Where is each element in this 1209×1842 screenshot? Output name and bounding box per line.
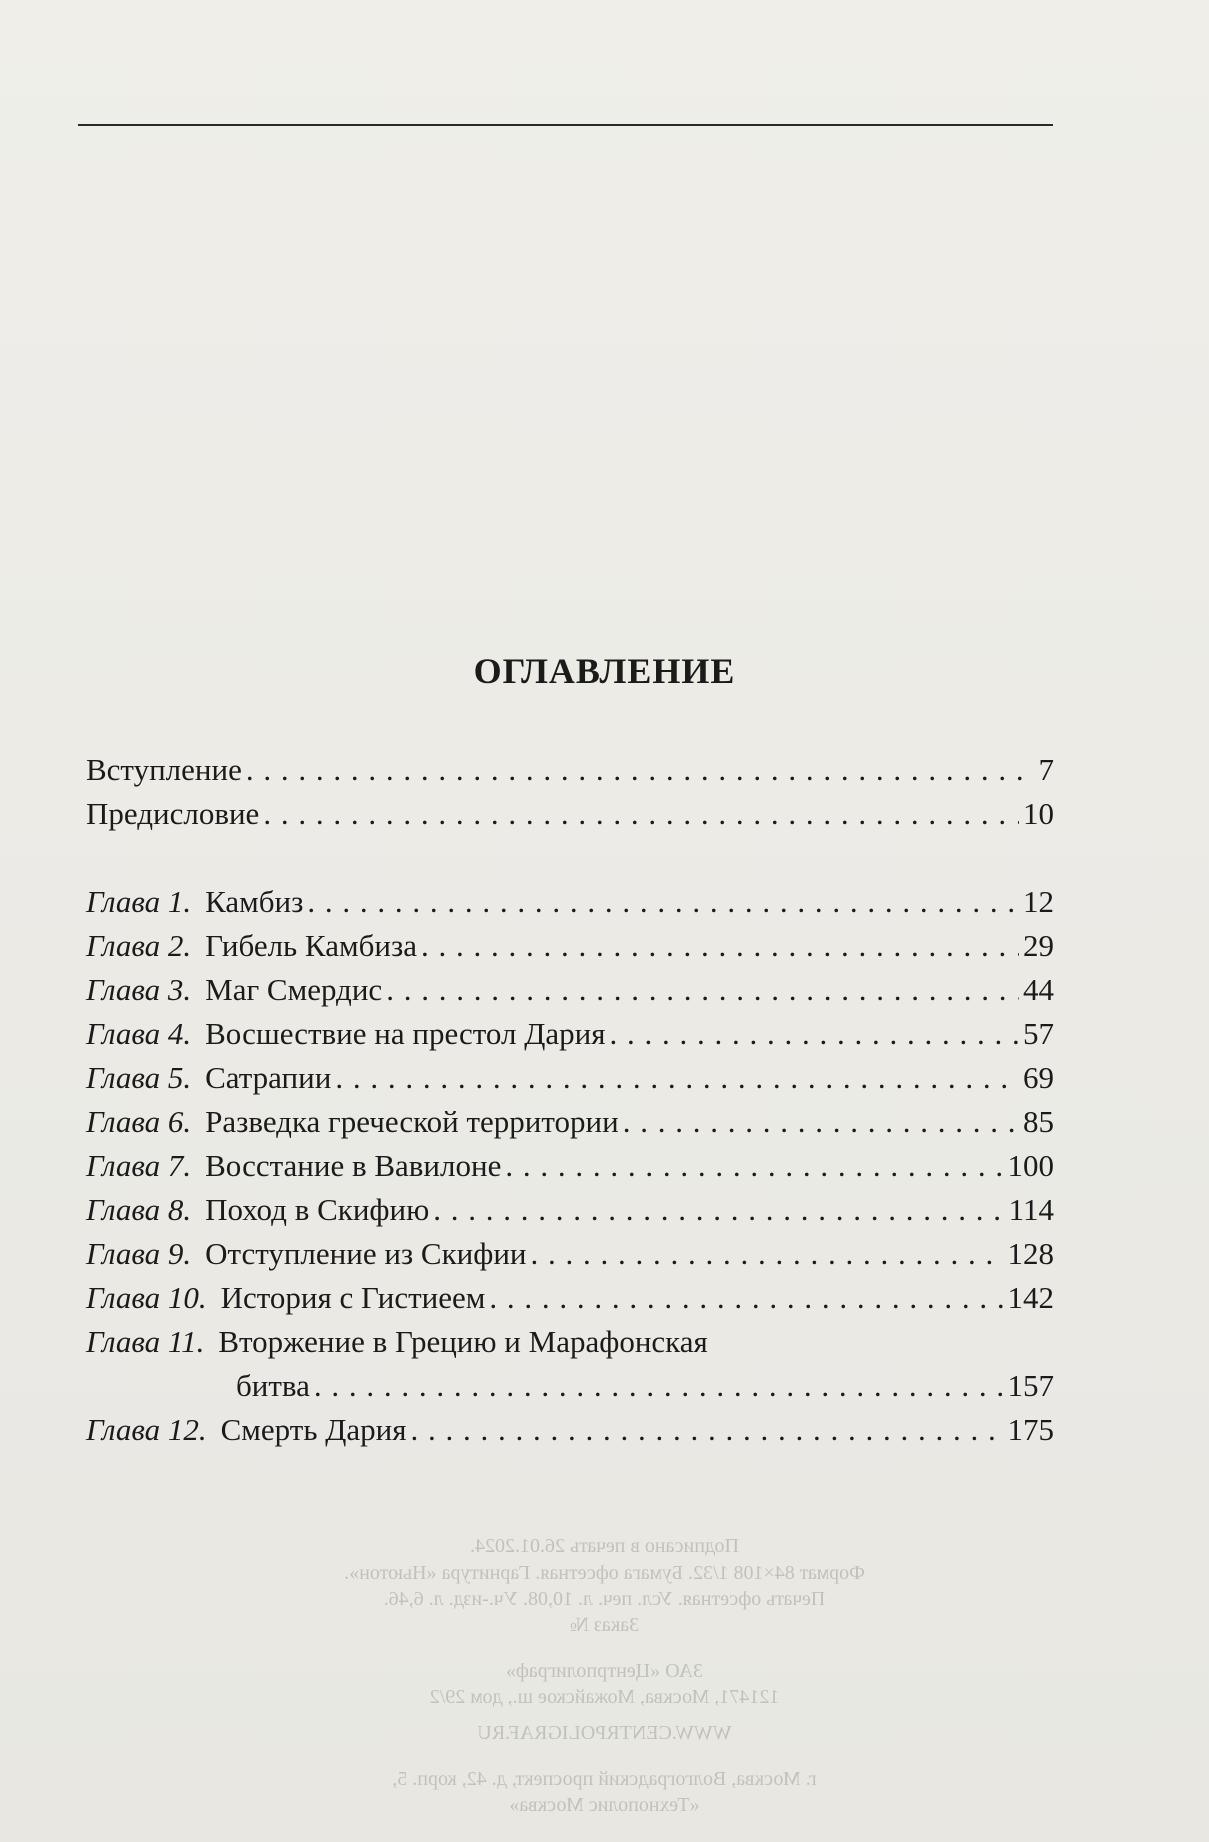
entry-title: Вторжение в Грецию и Марафонская bbox=[218, 1324, 708, 1359]
show-through-line: Печать офсетная. Усл. печ. л. 10,08. Уч.-изд. л. 6,46. bbox=[383, 1588, 826, 1610]
entry-page: 128 bbox=[1007, 1236, 1054, 1271]
entry-title: Гибель Камбиза bbox=[205, 928, 417, 963]
dot-leader bbox=[421, 928, 1019, 964]
entry-title: Маг Смердис bbox=[205, 972, 383, 1007]
show-through-line: WWW.CENTRPOLIGRAF.RU bbox=[477, 1722, 732, 1744]
chapter-label: Глава 7. bbox=[86, 1148, 192, 1183]
chapter-label: Глава 6. bbox=[86, 1104, 192, 1139]
entry-page: 157 bbox=[1007, 1368, 1054, 1403]
entry-page: 57 bbox=[1023, 1016, 1054, 1051]
chapter-label: Глава 4. bbox=[86, 1016, 192, 1051]
chapter-label: Глава 1. bbox=[86, 884, 192, 919]
show-through-line: г. Москва, Волгоградский проспект, д. 42, корп. 5, bbox=[392, 1768, 817, 1790]
toc-entry bbox=[86, 1060, 1054, 1104]
entry-title: Поход в Скифию bbox=[205, 1192, 430, 1227]
entry-page: 175 bbox=[1007, 1412, 1054, 1447]
chapter-label: Глава 9. bbox=[86, 1236, 192, 1271]
show-through-line: Заказ № bbox=[569, 1614, 640, 1636]
chapter-label: Глава 8. bbox=[86, 1192, 192, 1227]
dot-leader bbox=[386, 972, 1019, 1008]
chapter-label: Глава 5. bbox=[86, 1060, 192, 1095]
entry-title: История с Гистиеем bbox=[220, 1280, 486, 1315]
entry-title: Предисловие bbox=[86, 796, 260, 831]
entry-title: Вступление bbox=[86, 752, 242, 787]
chapter-label: Глава 11. bbox=[86, 1324, 205, 1359]
entry-page: 7 bbox=[1038, 752, 1054, 787]
header-rule bbox=[78, 124, 1053, 126]
dot-leader bbox=[314, 1368, 1004, 1404]
toc-entry bbox=[86, 1016, 1054, 1060]
entry-title: Смерть Дария bbox=[220, 1412, 407, 1447]
entry-page: 10 bbox=[1023, 796, 1054, 831]
entry-title: Отступление из Скифии bbox=[205, 1236, 527, 1271]
dot-leader bbox=[246, 752, 1035, 788]
chapter-label: Глава 10. bbox=[86, 1280, 207, 1315]
entry-page: 69 bbox=[1023, 1060, 1054, 1095]
dot-leader bbox=[307, 884, 1019, 920]
toc-entry bbox=[86, 1236, 1054, 1280]
dot-leader bbox=[489, 1280, 1003, 1316]
entry-title: Восшествие на престол Дария bbox=[205, 1016, 606, 1051]
entry-page: 100 bbox=[1007, 1148, 1054, 1183]
dot-leader bbox=[263, 796, 1019, 832]
toc-entry bbox=[86, 752, 1054, 796]
toc-entry bbox=[86, 884, 1054, 928]
dot-leader bbox=[335, 1060, 1019, 1096]
show-through-line: Формат 84×108 1/32. Бумага офсетная. Гарнитура «Ньютон». bbox=[344, 1562, 865, 1584]
entry-page: 85 bbox=[1023, 1104, 1054, 1139]
toc-entry-continuation bbox=[86, 1368, 1054, 1412]
dot-leader bbox=[609, 1016, 1019, 1052]
entry-page: 12 bbox=[1023, 884, 1054, 919]
show-through-line: Подписано в печать 26.01.2024. bbox=[470, 1535, 739, 1557]
entry-title: Камбиз bbox=[205, 884, 304, 919]
toc-entry bbox=[86, 1148, 1054, 1192]
toc-entry bbox=[86, 1192, 1054, 1236]
chapter-label: Глава 3. bbox=[86, 972, 192, 1007]
entry-page: 142 bbox=[1007, 1280, 1054, 1315]
toc-entry bbox=[86, 796, 1054, 840]
entry-page: 44 bbox=[1023, 972, 1054, 1007]
show-through-line: «Технополис Москва» bbox=[509, 1794, 700, 1816]
show-through-line: 121471, Москва, Можайское ш., дом 29/2 bbox=[429, 1686, 780, 1708]
show-through-line: ЗАО «Центрполиграф» bbox=[505, 1660, 704, 1682]
entry-title: Сатрапии bbox=[205, 1060, 332, 1095]
entry-page: 114 bbox=[1008, 1192, 1054, 1227]
entry-title: Восстание в Вавилоне bbox=[205, 1148, 502, 1183]
dot-leader bbox=[531, 1236, 1004, 1272]
toc-entry bbox=[86, 972, 1054, 1016]
toc-entry bbox=[86, 928, 1054, 972]
chapter-label: Глава 2. bbox=[86, 928, 192, 963]
toc-heading: ОГЛАВЛЕНИЕ bbox=[473, 651, 736, 691]
entry-page: 29 bbox=[1023, 928, 1054, 963]
toc-entry bbox=[86, 1412, 1054, 1456]
toc-entry bbox=[86, 1324, 1054, 1368]
dot-leader bbox=[623, 1104, 1019, 1140]
toc-entry bbox=[86, 1280, 1054, 1324]
toc-entry bbox=[86, 1104, 1054, 1148]
chapter-label: Глава 12. bbox=[86, 1412, 207, 1447]
entry-title-continued: битва bbox=[236, 1368, 310, 1403]
entry-title: Разведка греческой территории bbox=[205, 1104, 619, 1139]
dot-leader bbox=[410, 1412, 1003, 1448]
dot-leader bbox=[505, 1148, 1003, 1184]
dot-leader bbox=[433, 1192, 1004, 1228]
